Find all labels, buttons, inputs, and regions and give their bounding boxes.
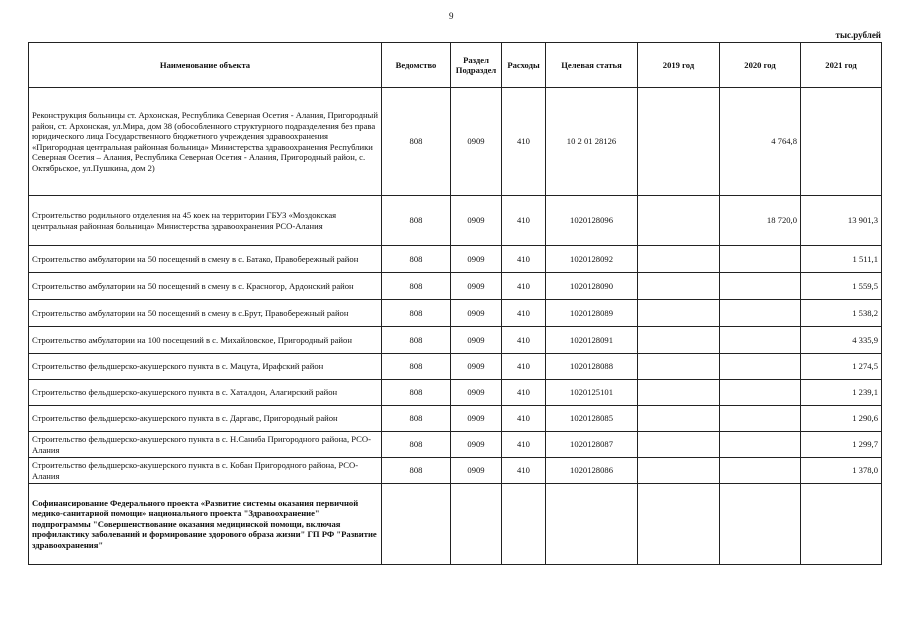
value-2020: 4 764,8 xyxy=(720,88,801,196)
value-2020 xyxy=(720,273,801,300)
target-code: 10 2 01 28126 xyxy=(546,88,638,196)
table-row xyxy=(29,484,882,565)
value-2019 xyxy=(638,354,720,380)
value-2020 xyxy=(720,300,801,327)
target-code: 1020128088 xyxy=(546,354,638,380)
target-code: 1020125101 xyxy=(546,380,638,406)
expense-code: 410 xyxy=(502,432,546,458)
header-2020: 2020 год xyxy=(720,43,801,88)
section-code: 0909 xyxy=(451,300,502,327)
expense-code: 410 xyxy=(502,300,546,327)
table-row xyxy=(29,354,882,380)
value-2020 xyxy=(720,406,801,432)
section-code: 0909 xyxy=(451,354,502,380)
value-2019 xyxy=(638,406,720,432)
object-name: Строительство фельдшерско-акушерского пункта в с. Даргавс, Пригородный район xyxy=(29,406,382,432)
dept-code: 808 xyxy=(382,380,451,406)
target-code: 1020128089 xyxy=(546,300,638,327)
object-name: Строительство амбулатории на 50 посещений в смену в с. Красногор, Ардонский район xyxy=(29,273,382,300)
value-2020 xyxy=(720,458,801,484)
header-name: Наименование объекта xyxy=(29,43,382,88)
table-row xyxy=(29,380,882,406)
dept-code: 808 xyxy=(382,300,451,327)
dept-code: 808 xyxy=(382,354,451,380)
value-2021: 1 511,1 xyxy=(801,246,882,273)
object-name: Строительство фельдшерско-акушерского пункта в с. Кобан Пригородного района, РСО-Алания xyxy=(29,458,382,484)
value-2020 xyxy=(720,484,801,565)
value-2020 xyxy=(720,380,801,406)
table-row xyxy=(29,196,882,246)
expense-code: 410 xyxy=(502,406,546,432)
expense-code: 410 xyxy=(502,88,546,196)
header-2021: 2021 год xyxy=(801,43,882,88)
section-code: 0909 xyxy=(451,327,502,354)
value-2021 xyxy=(801,88,882,196)
object-name: Строительство амбулатории на 50 посещений в смену в с. Батако, Правобережный район xyxy=(29,246,382,273)
value-2020: 18 720,0 xyxy=(720,196,801,246)
value-2021: 1 559,5 xyxy=(801,273,882,300)
expense-code: 410 xyxy=(502,380,546,406)
target-code: 1020128092 xyxy=(546,246,638,273)
header-2019: 2019 год xyxy=(638,43,720,88)
target-code xyxy=(546,484,638,565)
object-name: Строительство фельдшерско-акушерского пункта в с. Н.Саниба Пригородного района, РСО-Алания xyxy=(29,432,382,458)
expense-code: 410 xyxy=(502,273,546,300)
expense-code: 410 xyxy=(502,354,546,380)
target-code: 1020128087 xyxy=(546,432,638,458)
value-2021: 1 299,7 xyxy=(801,432,882,458)
table-row xyxy=(29,273,882,300)
budget-table xyxy=(28,42,882,565)
target-code: 1020128085 xyxy=(546,406,638,432)
value-2021: 4 335,9 xyxy=(801,327,882,354)
object-name: Строительство фельдшерско-акушерского пункта в с. Мацута, Ирафский район xyxy=(29,354,382,380)
expense-code: 410 xyxy=(502,196,546,246)
value-2021: 1 378,0 xyxy=(801,458,882,484)
header-target: Целевая статья xyxy=(546,43,638,88)
value-2021 xyxy=(801,484,882,565)
object-name: Реконструкция больницы ст. Архонская, Республика Северная Осетия - Алания, Пригородный район, ст. Архонская, ул.Мира, дом 38 (обособленного структурного подразделения без права юридического лица Государственного бюджетного учреждения здравоохранения «Пригородная центральная районная больница» Министерства здравоохранения Республики Северная Осетия – Алания, Республика Северная Осетия - Алания, Пригородный район, с. Октябрьское, ул.Пушкина, дом 2) xyxy=(29,88,382,196)
dept-code: 808 xyxy=(382,246,451,273)
value-2019 xyxy=(638,273,720,300)
object-name: Софинансирование Федерального проекта «Развитие системы оказания первичной медико-санитарной помощи» национального проекта "Здравоохранение" подпрограммы "Совершенствование оказания медицинской помощи, включая профилактику заболеваний и формирование здорового образа жизни" ГП РФ "Развитие здравоохранения" xyxy=(29,484,382,565)
value-2020 xyxy=(720,327,801,354)
value-2019 xyxy=(638,327,720,354)
expense-code: 410 xyxy=(502,458,546,484)
table-row xyxy=(29,246,882,273)
target-code: 1020128090 xyxy=(546,273,638,300)
table-row xyxy=(29,300,882,327)
dept-code: 808 xyxy=(382,458,451,484)
dept-code: 808 xyxy=(382,273,451,300)
target-code: 1020128091 xyxy=(546,327,638,354)
value-2020 xyxy=(720,354,801,380)
object-name: Строительство амбулатории на 50 посещений в смену в с.Брут, Правобережный район xyxy=(29,300,382,327)
table-row xyxy=(29,432,882,458)
dept-code xyxy=(382,484,451,565)
table-row xyxy=(29,88,882,196)
target-code: 1020128096 xyxy=(546,196,638,246)
units-label: тыс.рублей xyxy=(835,30,881,40)
section-code: 0909 xyxy=(451,406,502,432)
value-2019 xyxy=(638,246,720,273)
dept-code: 808 xyxy=(382,88,451,196)
section-code: 0909 xyxy=(451,380,502,406)
object-name: Строительство амбулатории на 100 посещений в с. Михайловское, Пригородный район xyxy=(29,327,382,354)
section-code xyxy=(451,484,502,565)
value-2019 xyxy=(638,88,720,196)
section-code: 0909 xyxy=(451,458,502,484)
expense-code xyxy=(502,484,546,565)
section-code: 0909 xyxy=(451,273,502,300)
object-name: Строительство родильного отделения на 45 коек на территории ГБУЗ «Моздокская центральная районная больница» Министерства здравоохранения РСО-Алания xyxy=(29,196,382,246)
value-2021: 1 239,1 xyxy=(801,380,882,406)
value-2020 xyxy=(720,432,801,458)
table-row xyxy=(29,458,882,484)
object-name: Строительство фельдшерско-акушерского пункта в с. Хаталдон, Алагирский район xyxy=(29,380,382,406)
section-code: 0909 xyxy=(451,432,502,458)
dept-code: 808 xyxy=(382,327,451,354)
value-2021: 1 538,2 xyxy=(801,300,882,327)
value-2019 xyxy=(638,458,720,484)
dept-code: 808 xyxy=(382,406,451,432)
value-2019 xyxy=(638,196,720,246)
table-row xyxy=(29,327,882,354)
header-section: Раздел Подраздел xyxy=(451,43,502,88)
value-2019 xyxy=(638,432,720,458)
value-2021: 13 901,3 xyxy=(801,196,882,246)
section-code: 0909 xyxy=(451,88,502,196)
table-header-row xyxy=(29,43,882,88)
value-2019 xyxy=(638,484,720,565)
value-2021: 1 290,6 xyxy=(801,406,882,432)
section-code: 0909 xyxy=(451,246,502,273)
value-2019 xyxy=(638,300,720,327)
section-code: 0909 xyxy=(451,196,502,246)
expense-code: 410 xyxy=(502,327,546,354)
dept-code: 808 xyxy=(382,432,451,458)
table-row xyxy=(29,406,882,432)
dept-code: 808 xyxy=(382,196,451,246)
header-expense: Расходы xyxy=(502,43,546,88)
target-code: 1020128086 xyxy=(546,458,638,484)
expense-code: 410 xyxy=(502,246,546,273)
page-number: 9 xyxy=(449,11,454,21)
header-dept: Ведомство xyxy=(382,43,451,88)
value-2019 xyxy=(638,380,720,406)
value-2020 xyxy=(720,246,801,273)
value-2021: 1 274,5 xyxy=(801,354,882,380)
